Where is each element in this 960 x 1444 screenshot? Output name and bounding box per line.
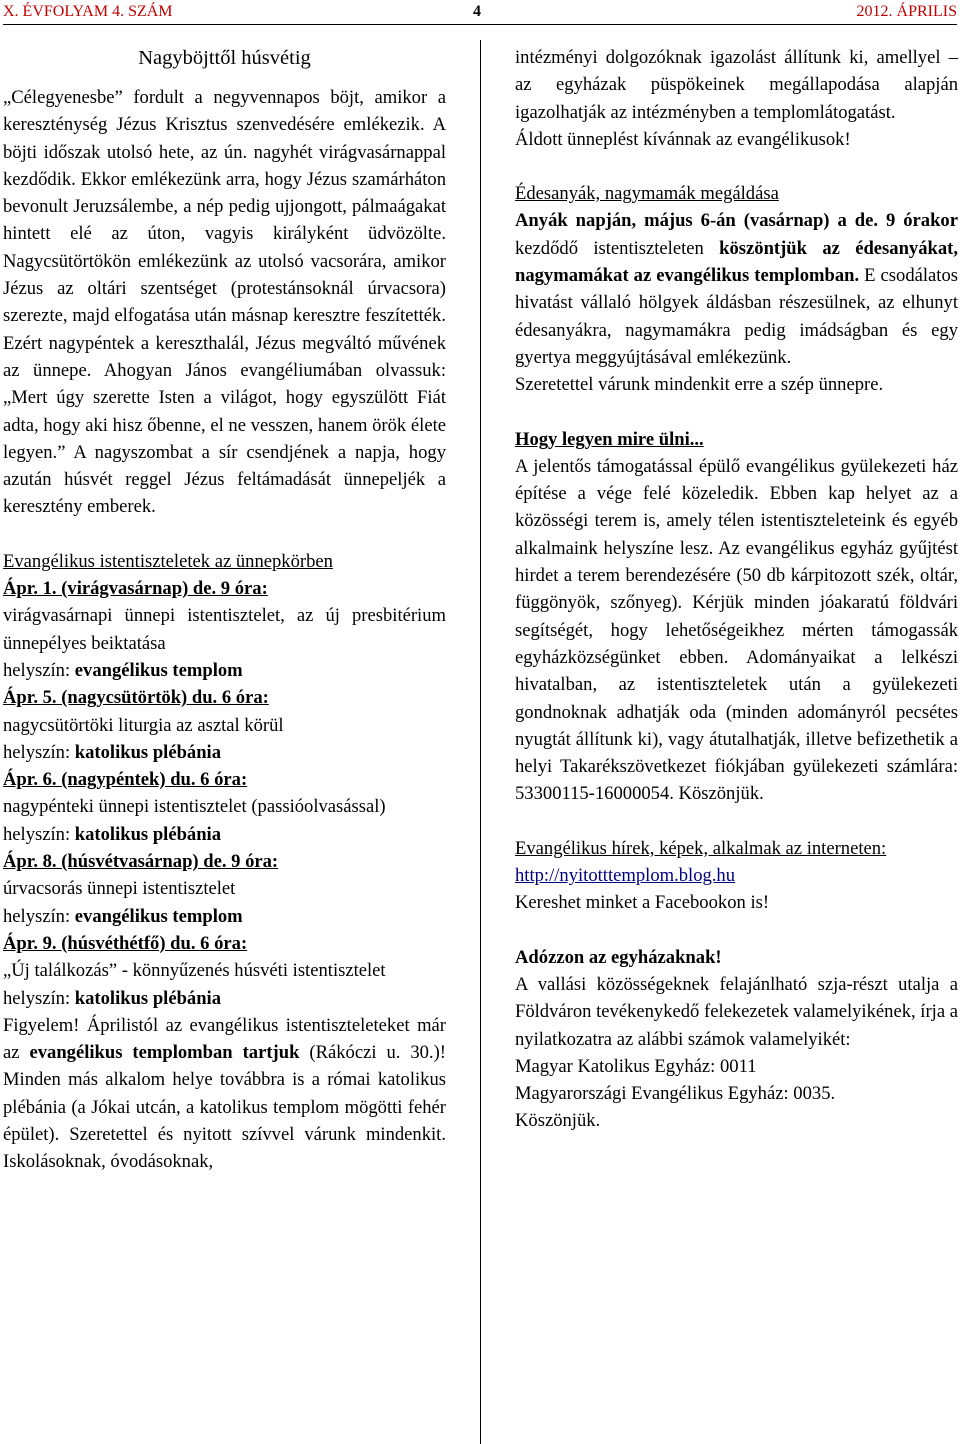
service-item	[3, 848, 446, 930]
right-column	[515, 44, 958, 1135]
issue-label: X. ÉVFOLYAM 4. SZÁM	[3, 3, 173, 20]
service-description: nagycsütörtöki liturgia az asztal körül	[3, 714, 284, 736]
service-description: virágvasárnapi ünnepi istentisztelet, az új presbitérium ünnepélyes beiktatása	[3, 605, 446, 654]
page-number: 4	[473, 3, 481, 20]
catholic-code: Magyar Katolikus Egyház: 0011	[515, 1055, 757, 1077]
service-description: nagypénteki ünnepi istentisztelet (passióolvasással)	[3, 796, 386, 818]
header-rule	[3, 24, 957, 25]
services-heading: Evangélikus istentiszteletek az ünnepkörben	[3, 550, 333, 572]
service-venue: helyszín: evangélikus templom	[3, 659, 243, 681]
article-title: Nagyböjttől húsvétig	[138, 47, 311, 69]
service-item	[3, 575, 446, 684]
running-header	[3, 2, 957, 24]
service-venue: helyszín: katolikus plébánia	[3, 823, 222, 845]
facebook-line: Kereshet minket a Facebookon is!	[515, 892, 770, 914]
mothers-body: Anyák napján, május 6-án (vasárnap) a de. 9 órakor kezdődő istentiszteleten köszöntjük az édesanyákat, nagymamákat az evangélikus templomban. E csodálatos hivatást vállaló hölgyek áldásban részesülnek, az elhunyt édesanyákra, nagymamákra pedig imádságban és egy gyertya meggyújtásával emlékezünk.	[515, 210, 959, 368]
notice-paragraph: Figyelem! Áprilistól az evangélikus istentiszteleteket már az evangélikus templomban tartjuk (Rákóczi u. 30.)! Minden más alkalom helye továbbra is a római katolikus plébánia (a Jókai utcán, a katolikus templom mögötti fehér épület). Szeretettel és nyitott szívvel várunk mindenkit. Iskolásoknak, óvodásoknak,	[3, 1014, 447, 1173]
tax-body: A vallási közösségeknek felajánlható szja-részt utalja a Földváron tevékenykedő felekezetek valamelyikének, írja a nyilatkozatra az alábbi számok valamelyikét:	[515, 973, 958, 1050]
service-date: Ápr. 1. (virágvasárnap) de. 9 óra:	[3, 578, 268, 600]
service-venue: helyszín: katolikus plébánia	[3, 741, 222, 763]
service-item	[3, 684, 446, 766]
column-divider	[480, 40, 481, 1444]
issue-date: 2012. ÁPRILIS	[856, 3, 957, 20]
chairs-body: A jelentős támogatással épülő evangélikus gyülekezeti ház építése a vége felé közeledik. Ebben kap helyet az a közösségi terem is, amely télen istentiszteleteink és egyéb alkalmaink helyszíne lesz. Az evangélikus egyház gyűjtést hirdet a terem berendezésére (50 db kárpitozott szék, oltár, függönyök, szőnyeg). Kérjük minden jóakaratú földvári segítségét, hogy lehetőségeikhez mérten támogassák egyházközségünket ebben. Adományaikat a lelkészi hivatalban, az istentiszteletek után a gyülekezeti gondnoknak adhatják oda (minden adományról pecsétes nyugtát állítunk ki), vagy átutalhatják, illetve befizethetik a helyi Takarékszövetkezet fiókjában gyülekezeti számlára: 53300115-16000054. Köszönjük.	[515, 455, 958, 805]
lutheran-code: Magyarországi Evangélikus Egyház: 0035.	[515, 1083, 836, 1105]
service-date: Ápr. 8. (húsvétvasárnap) de. 9 óra:	[3, 851, 279, 873]
blog-link[interactable]: http://nyitotttemplom.blog.hu	[515, 865, 736, 887]
service-description: úrvacsorás ünnepi istentisztelet	[3, 878, 236, 900]
mothers-heading: Édesanyák, nagymamák megáldása	[515, 183, 779, 205]
service-date: Ápr. 5. (nagycsütörtök) du. 6 óra:	[3, 687, 269, 709]
service-venue: helyszín: evangélikus templom	[3, 905, 243, 927]
mothers-invite: Szeretettel várunk mindenkit erre a szép ünnepre.	[515, 374, 884, 396]
tax-heading: Adózzon az egyházaknak!	[515, 946, 722, 968]
service-item	[3, 766, 446, 848]
service-date: Ápr. 9. (húsvéthétfő) du. 6 óra:	[3, 932, 248, 954]
continued-paragraph: intézményi dolgozóknak igazolást állítunk ki, amellyel – az egyházak püspökeinek megállapodása alapján igazolhatják az intézményben a templomlátogatást.	[515, 47, 958, 123]
online-heading: Evangélikus hírek, képek, alkalmak az interneten:	[515, 837, 887, 859]
service-date: Ápr. 6. (nagypéntek) du. 6 óra:	[3, 769, 248, 791]
chairs-heading: Hogy legyen mire ülni...	[515, 428, 704, 450]
service-description: „Új találkozás” - könnyűzenés húsvéti istentisztelet	[3, 960, 386, 982]
service-venue: helyszín: katolikus plébánia	[3, 987, 222, 1009]
article-body: „Célegyenesbe” fordult a negyvennapos böjt, amikor a kereszténység Jézus Krisztus szenvedésére emlékezik. A böjti időszak utolsó hete, az ún. nagyhét virágvasárnappal kezdődik. Ekkor emlékezünk arra, hogy Jézus szamárháton bevonult Jeruzsálembe, a nép pedig ujjongott, pálmaágakat hintett elé az úton, vagyis királyként üdvözölte. Nagycsütörtökön emlékezünk az utolsó vacsorára, amikor Jézus az oltári szentséget (protestánsoknál úrvacsora) szerezte, majd elfogatása után másnap keresztre feszítették. Ezért nagypéntek a kereszthalál, Jézus megváltó művének az ünnepe. Ahogyan János evangéliumában olvassuk: „Mert úgy szerette Isten a világot, hogy egyszülött Fiát adta, hogy aki hisz őbenne, el ne vesszen, hanem örök élete legyen.” A nagyszombat a sír csendjének a napja, hogy azután húsvét reggel Jézus feltámadását ünnepeljék a keresztény emberek.	[3, 87, 446, 518]
tax-thanks: Köszönjük.	[515, 1110, 601, 1132]
blessing-line: Áldott ünneplést kívánnak az evangélikusok!	[515, 128, 851, 150]
left-column	[3, 44, 446, 1176]
service-item	[3, 930, 446, 1012]
